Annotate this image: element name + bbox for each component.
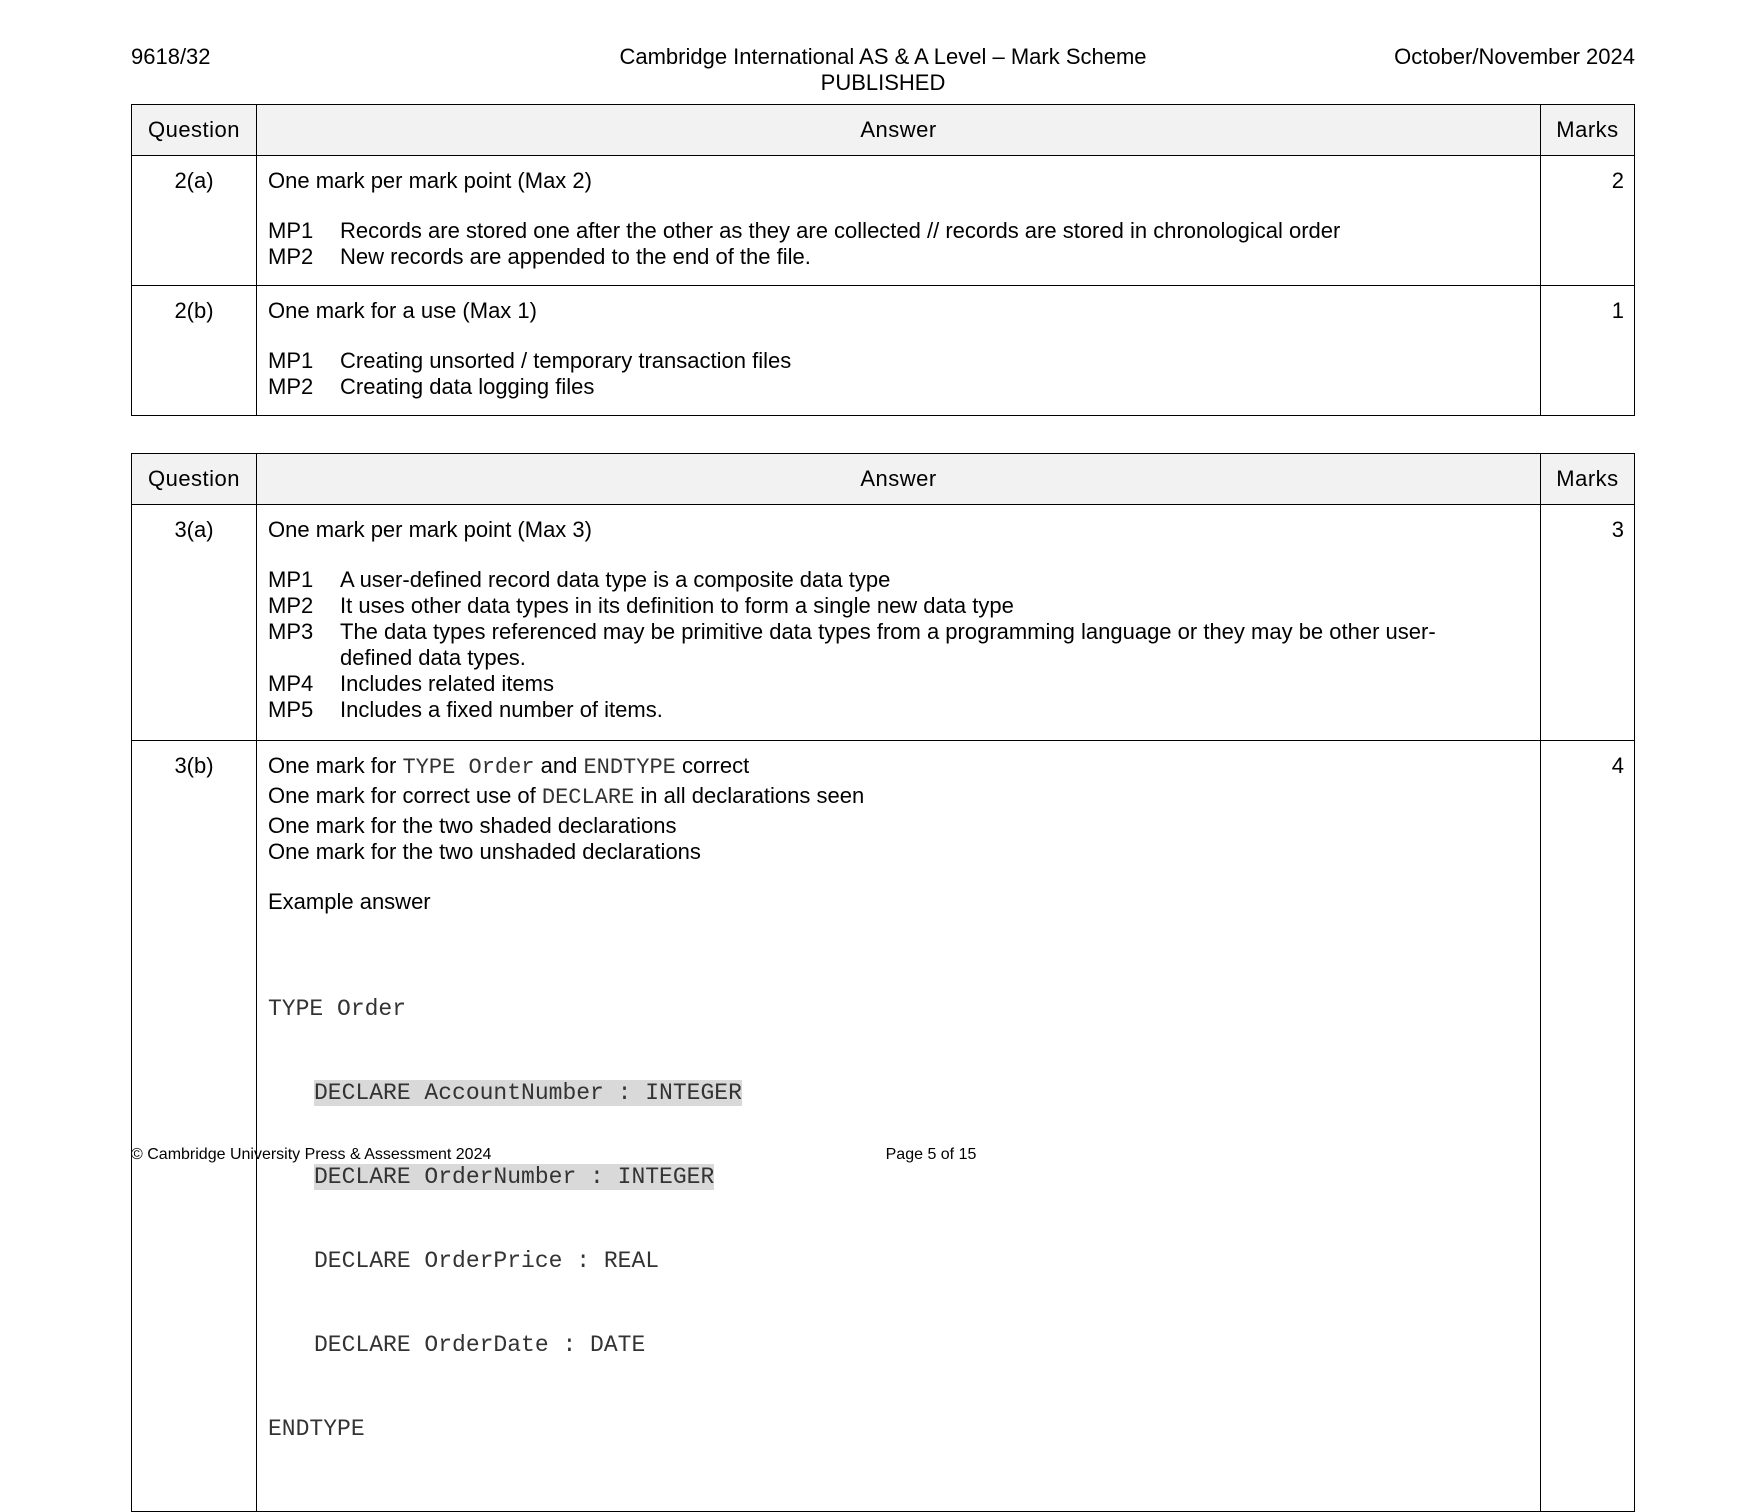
mark-point-code: MP5	[268, 697, 314, 722]
page-number: Page 5 of 15	[885, 1146, 977, 1163]
mark-point-code: MP2	[268, 374, 314, 399]
marks-value: 4	[1541, 741, 1635, 1512]
answer-intro: One mark for a use (Max 1)	[268, 298, 537, 323]
mark-point	[268, 671, 1530, 697]
mark-point-text: Includes a fixed number of items.	[340, 697, 663, 722]
table-row-2a	[132, 156, 1635, 286]
inline-code: TYPE Order	[402, 755, 535, 780]
marks-value: 2	[1541, 156, 1635, 286]
question-number: 2(a)	[132, 156, 257, 286]
mark-point-code: MP1	[268, 348, 314, 373]
mark-point-code: MP2	[268, 244, 314, 269]
inline-code: DECLARE	[541, 785, 635, 810]
criterion-line: One mark for the two unshaded declarations	[268, 839, 701, 864]
answer-header: Answer	[257, 105, 1541, 156]
answer-cell	[257, 741, 1541, 1512]
mark-point-text: Records are stored one after the other as they are collected // records are stored in chronological order	[340, 218, 1341, 243]
answer-intro: One mark per mark point (Max 3)	[268, 517, 592, 542]
mark-point-code: MP4	[268, 671, 314, 696]
criterion-line: One mark for the two shaded declarations	[268, 813, 677, 838]
mark-point-text: Creating data logging files	[340, 374, 595, 399]
table-header-row	[132, 105, 1635, 156]
mark-point	[268, 244, 1530, 270]
mark-point-code: MP3	[268, 619, 314, 644]
code-line: DECLARE OrderPrice : REAL	[314, 1248, 660, 1274]
table-row-3a	[132, 505, 1635, 741]
example-label: Example answer	[268, 889, 431, 914]
mark-point-text: Includes related items	[340, 671, 554, 696]
mark-point-text: Creating unsorted / temporary transaction files	[340, 348, 792, 373]
header-subtitle: PUBLISHED	[820, 70, 946, 95]
shaded-declaration: DECLARE AccountNumber : INTEGER	[314, 1080, 742, 1106]
mark-scheme-table-q2	[131, 104, 1635, 416]
table-row-3b	[132, 741, 1635, 1512]
code-line: TYPE Order	[268, 996, 407, 1022]
answer-cell	[257, 505, 1541, 741]
copyright: © Cambridge University Press & Assessment 2024	[131, 1146, 492, 1163]
mark-point-code: MP1	[268, 218, 314, 243]
mark-point-code: MP1	[268, 567, 314, 592]
mark-point-code: MP2	[268, 593, 314, 618]
question-header: Question	[132, 454, 257, 505]
criterion-line	[268, 783, 1530, 811]
criterion-line	[268, 753, 1530, 781]
answer-header: Answer	[257, 454, 1541, 505]
mark-point-text: A user-defined record data type is a composite data type	[340, 567, 891, 592]
paper-code: 9618/32	[131, 44, 211, 69]
question-number: 3(a)	[132, 505, 257, 741]
question-number: 3(b)	[132, 741, 257, 1512]
code-line: ENDTYPE	[268, 1416, 365, 1442]
answer-intro: One mark per mark point (Max 2)	[268, 168, 592, 193]
criterion-text: in all declarations seen	[634, 783, 865, 808]
header-title: Cambridge International AS & A Level – Mark Scheme	[619, 44, 1147, 69]
table-row-2b	[132, 286, 1635, 416]
code-line-wrapper	[268, 1163, 1530, 1191]
mark-point	[268, 374, 1530, 400]
mark-scheme-table-q3	[131, 453, 1635, 1512]
criterion-text: correct	[675, 753, 750, 778]
exam-session: October/November 2024	[1394, 44, 1635, 69]
marks-value: 1	[1541, 286, 1635, 416]
mark-point	[268, 218, 1530, 244]
marks-header: Marks	[1541, 105, 1635, 156]
code-line: DECLARE OrderDate : DATE	[314, 1332, 646, 1358]
criterion-text: One mark for	[268, 753, 403, 778]
marks-header: Marks	[1541, 454, 1635, 505]
mark-point	[268, 567, 1530, 593]
mark-point-text: New records are appended to the end of the file.	[340, 244, 811, 269]
table-header-row	[132, 454, 1635, 505]
mark-point	[268, 593, 1530, 619]
question-number: 2(b)	[132, 286, 257, 416]
mark-point	[268, 619, 1530, 671]
answer-cell	[257, 286, 1541, 416]
mark-point	[268, 697, 1530, 723]
mark-point	[268, 348, 1530, 374]
inline-code: ENDTYPE	[583, 755, 676, 780]
question-header: Question	[132, 105, 257, 156]
criterion-text: One mark for correct use of	[268, 783, 542, 808]
example-code-block	[268, 939, 1530, 1499]
mark-point-text: It uses other data types in its definition to form a single new data type	[340, 593, 1014, 618]
marks-value: 3	[1541, 505, 1635, 741]
shaded-declaration: DECLARE OrderNumber : INTEGER	[314, 1164, 715, 1190]
mark-point-text: The data types referenced may be primitive data types from a programming language or they may be other user-defined data types.	[340, 619, 1436, 670]
criterion-text: and	[534, 753, 584, 778]
code-line-wrapper	[268, 1079, 1530, 1107]
answer-cell	[257, 156, 1541, 286]
